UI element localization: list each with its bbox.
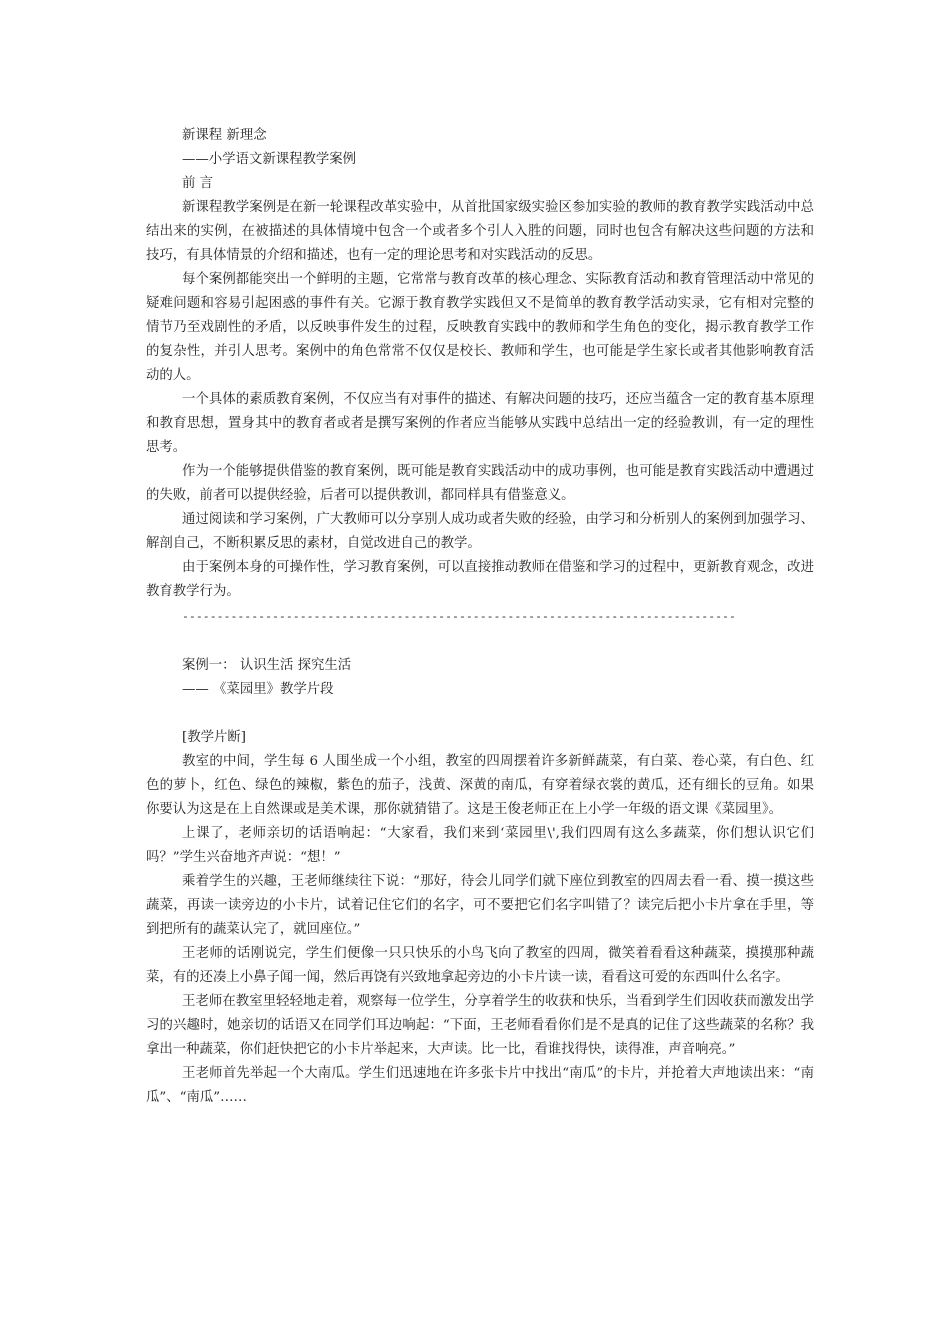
case-paragraph: 王老师在教室里轻轻地走着，观察每一位学生，分享着学生的收获和快乐，当看到学生们因收获而激发出学习的兴趣时，她亲切的话语又在同学们耳边响起：“下面，王老师看看你们是不是真的记住了这些蔬菜的名称？我拿出一种蔬菜，你们赶快把它的小卡片举起来，大声读。比一比，看谁找得快，读得准，声音响亮。” [146, 994, 814, 1057]
document-page [146, 124, 814, 1110]
preface-paragraph: 新课程教学案例是在新一轮课程改革实验中，从首批国家级实验区参加实验的教师的教育教学实践活动中总结出来的实例，在被描述的具体情境中包含一个或者多个引人入胜的问题，同时也包含有解决这些问题的方法和技巧，有具体情景的介绍和描述，也有一定的理论思考和对实践活动的反思。 [146, 200, 814, 263]
case-paragraph: 上课了，老师亲切的话语响起：“大家看，我们来到‘菜园里\',我们四周有这么多蔬菜，你们想认识它们吗？”学生兴奋地齐声说：“想！” [146, 826, 814, 865]
case-title: 案例一： 认识生活 探究生活 [182, 658, 352, 673]
document-subtitle: ——小学语文新课程教学案例 [182, 152, 357, 167]
preface-paragraph: 由于案例本身的可操作性，学习教育案例，可以直接推动教师在借鉴和学习的过程中，更新教育观念，改进教育教学行为。 [146, 560, 814, 599]
preface-heading: 前 言 [182, 176, 214, 191]
case-subtitle: —— 《菜园里》教学片段 [182, 682, 334, 697]
preface-paragraph: 通过阅读和学习案例，广大教师可以分享别人成功或者失败的经验，由学习和分析别人的案例到加强学习、解剖自己，不断积累反思的素材，自觉改进自己的教学。 [146, 512, 814, 551]
spacer [146, 628, 814, 654]
case-paragraph: 王老师首先举起一个大南瓜。学生们迅速地在许多张卡片中找出“南瓜”的卡片，并抢着大声地读出来：“南瓜”、“南瓜”…… [146, 1066, 814, 1105]
document-title: 新课程 新理念 [182, 128, 267, 143]
case-paragraph: 乘着学生的兴趣，王老师继续往下说：“那好，待会儿同学们就下座位到教室的四周去看一看、摸一摸这些蔬菜，再读一读旁边的小卡片，试着记住它们的名字，可不要把它们名字叫错了？读完后把小卡片拿在手里，等到把所有的蔬菜认完了，就回座位。” [146, 874, 814, 937]
spacer [146, 702, 814, 726]
section-separator: -------------------------------------------------------------------------------- [182, 609, 736, 623]
case-paragraph: 王老师的话刚说完，学生们便像一只只快乐的小鸟飞向了教室的四周，微笑着看看这种蔬菜，摸摸那种蔬菜，有的还凑上小鼻子闻一闻，然后再饶有兴致地拿起旁边的小卡片读一读，看看这可爱的东西叫什么名字。 [146, 946, 814, 985]
section-label: [教学片断] [182, 730, 247, 745]
preface-paragraph: 每个案例都能突出一个鲜明的主题，它常常与教育改革的核心理念、实际教育活动和教育管理活动中常见的疑难问题和容易引起困惑的事件有关。它源于教育教学实践但又不是简单的教育教学活动实录，它有相对完整的情节乃至戏剧性的矛盾，以反映事件发生的过程，反映教育实践中的教师和学生角色的变化，揭示教育教学工作的复杂性，并引人思考。案例中的角色常常不仅仅是校长、教师和学生，也可能是学生家长或者其他影响教育活动的人。 [146, 272, 814, 383]
preface-paragraph: 一个具体的素质教育案例，不仅应当有对事件的描述、有解决问题的技巧，还应当蕴含一定的教育基本原理和教育思想，置身其中的教育者或者是撰写案例的作者应当能够从实践中总结出一定的经验教训，有一定的理性思考。 [146, 392, 814, 455]
preface-paragraph: 作为一个能够提供借鉴的教育案例，既可能是教育实践活动中的成功事例，也可能是教育实践活动中遭遇过的失败，前者可以提供经验，后者可以提供教训，都同样具有借鉴意义。 [146, 464, 814, 503]
case-paragraph: 教室的中间，学生每 6 人围坐成一个小组，教室的四周摆着许多新鲜蔬菜，有白菜、卷心菜，有白色、红色的萝卜，红色、绿色的辣椒，紫色的茄子，浅黄、深黄的南瓜，有穿着绿衣裳的黄瓜，还有细长的豆角。如果你要认为这是在上自然课或是美术课，那你就猜错了。这是王俊老师正在上小学一年级的语文课《菜园里》。 [146, 754, 814, 817]
